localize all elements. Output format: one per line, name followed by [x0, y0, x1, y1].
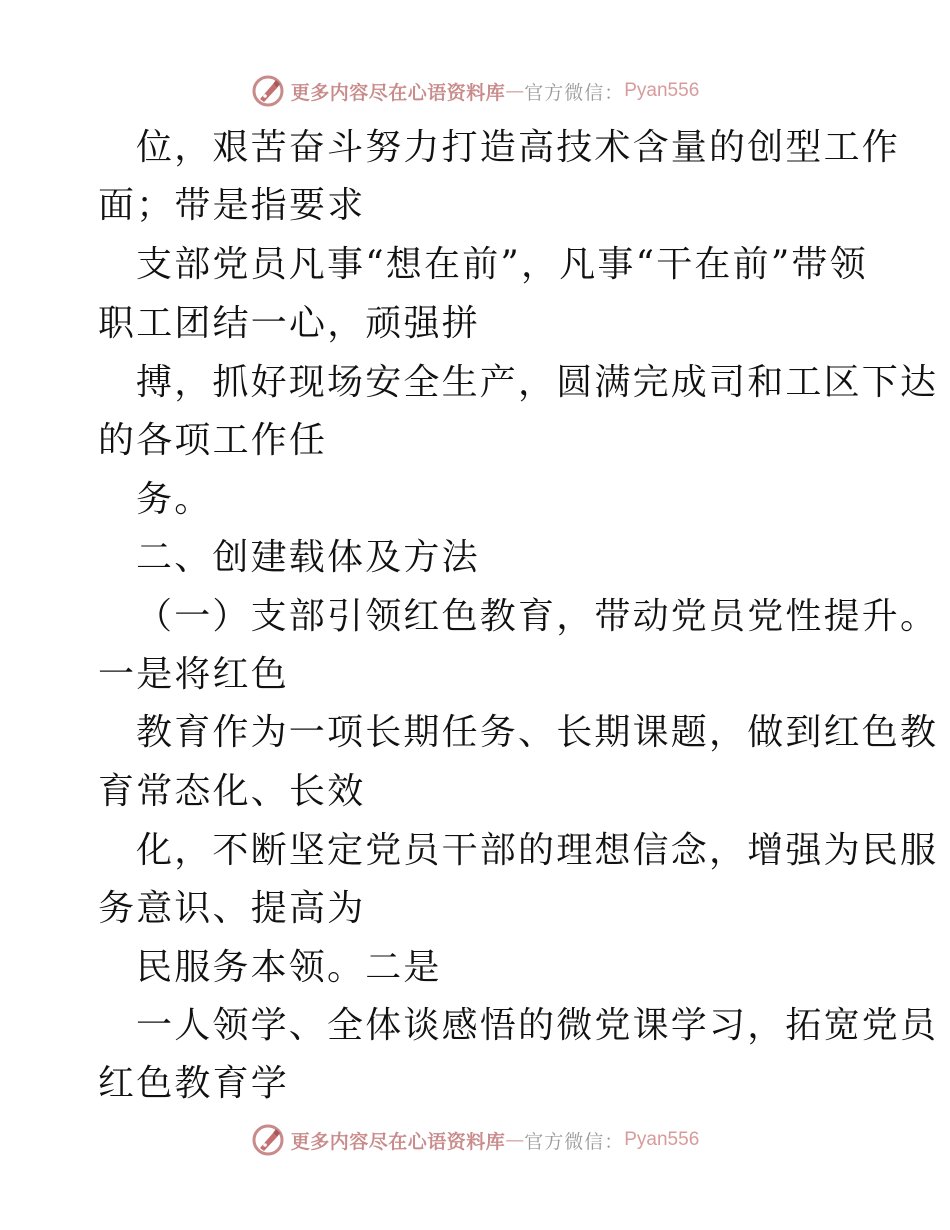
- text-line: 面；带是指要求: [98, 185, 366, 226]
- text-line: 育常态化、长效: [98, 771, 366, 812]
- text-line: 支部党员凡事“想在前”，凡事“干在前”带领: [136, 244, 868, 285]
- text-line: （一）支部引领红色教育，带动党员党性提升。: [136, 596, 939, 637]
- text-line: 一是将红色: [98, 654, 290, 695]
- text-line: 化，不断坚定党员干部的理想信念，增强为民服: [136, 830, 939, 871]
- pen-logo-icon: [251, 1123, 285, 1157]
- text-line: 民服务本领。二是: [136, 947, 442, 988]
- text-line: 一人领学、全体谈感悟的微党课学习，拓宽党员: [136, 1005, 939, 1046]
- text-line: 搏，抓好现场安全生产，圆满完成司和工区下达: [136, 362, 939, 403]
- text-line: 务意识、提高为: [98, 888, 366, 929]
- text-line: 务。: [136, 479, 213, 520]
- watermark-dash: —: [505, 80, 525, 102]
- text-line: 位，艰苦奋斗努力打造高技术含量的创型工作: [136, 127, 901, 168]
- text-line: 教育作为一项长期任务、长期课题，做到红色教: [136, 712, 939, 753]
- watermark-official-label: 官方微信：: [524, 1130, 625, 1153]
- section-heading: 二、创建载体及方法: [136, 537, 480, 578]
- watermark-official-label: 官方微信：: [524, 81, 625, 104]
- text-line: 的各项工作任: [98, 420, 328, 461]
- footer-watermark: [0, 1120, 950, 1160]
- watermark-main-text: 更多内容尽在心语资料库: [290, 81, 506, 104]
- watermark-dash: —: [505, 1129, 525, 1151]
- text-line: 职工团结一心，顽强拼: [98, 303, 481, 344]
- watermark-wechat-id: Pyan556: [624, 1129, 700, 1150]
- watermark-main-text: 更多内容尽在心语资料库: [290, 1130, 506, 1153]
- watermark-wechat-id: Pyan556: [624, 80, 700, 101]
- text-line: 红色教育学: [98, 1063, 290, 1104]
